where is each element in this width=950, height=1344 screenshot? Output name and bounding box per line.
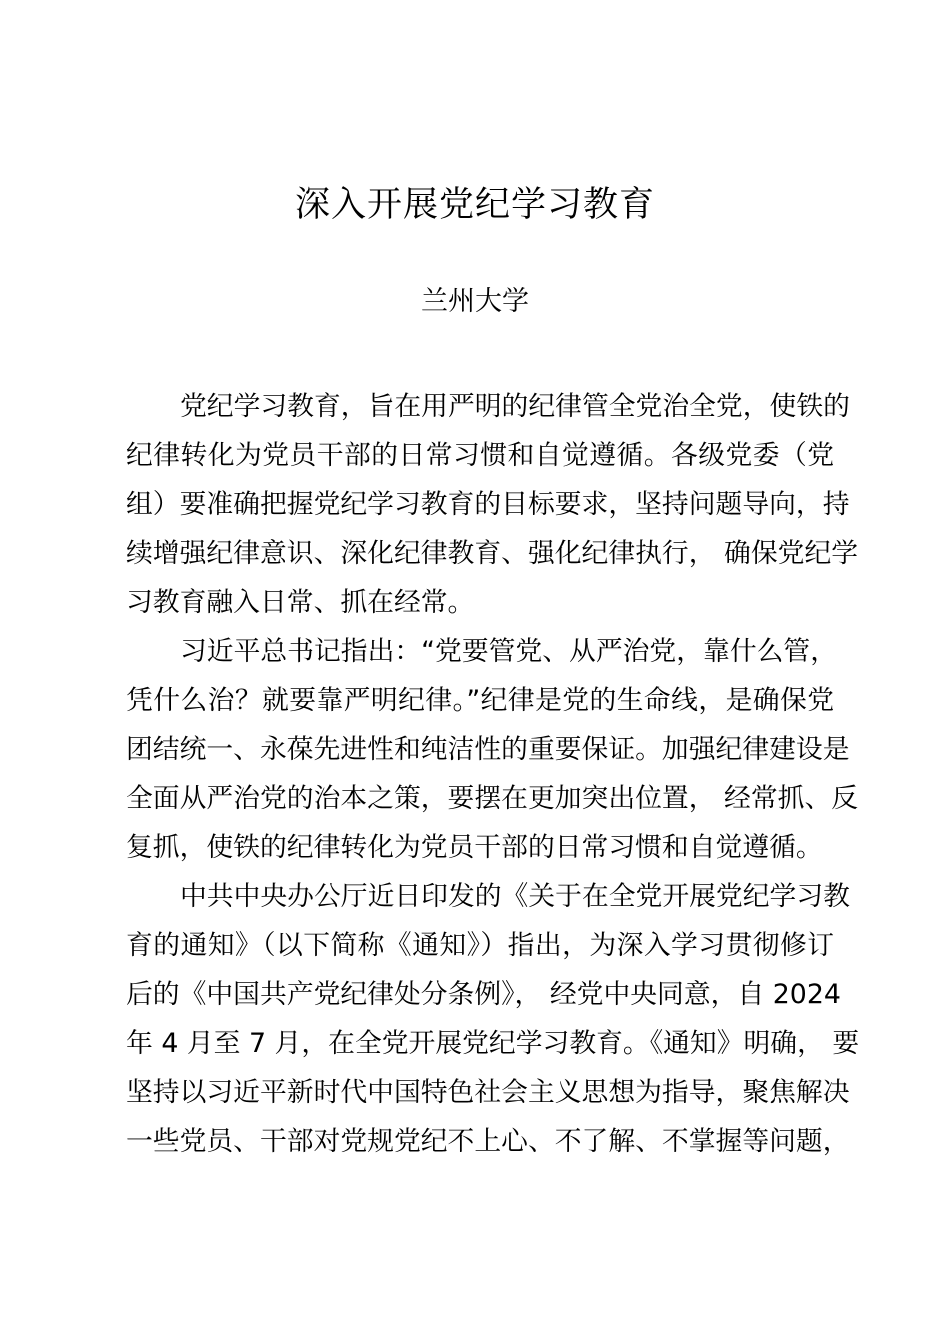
paragraph-line: 坚持以习近平新时代中国特色社会主义思想为指导，聚焦解决 [126, 1077, 850, 1108]
paragraph-line: 育的通知》（以下简称《通知》）指出，为深入学习贯彻修订 [126, 930, 834, 961]
paragraph-line: 续增强纪律意识、深化纪律教育、强化纪律执行， 确保党纪学 [126, 538, 859, 569]
paragraph-line: 全面从严治党的治本之策，要摆在更加突出位置， 经常抓、反 [126, 783, 859, 814]
paragraph-line: 年 4 月至 7 月，在全党开展党纪学习教育。《通知》明确， 要 [126, 1028, 860, 1059]
document-body [126, 382, 860, 1166]
paragraph-line: 纪律转化为党员干部的日常习惯和自觉遵循。各级党委（党 [126, 440, 834, 471]
paragraph-line: 后的《中国共产党纪律处分条例》， 经党中央同意，自 2024 [126, 979, 841, 1010]
paragraph-line: 复抓，使铁的纪律转化为党员干部的日常习惯和自觉遵循。 [126, 832, 823, 863]
paragraph-line: 一些党员、干部对党规党纪不上心、不了解、不掌握等问题， [126, 1126, 850, 1157]
paragraph-line: 凭什么治？就要靠严明纪律。”纪律是党的生命线，是确保党 [126, 685, 834, 716]
paragraph-2 [126, 627, 859, 872]
paragraph-line: 党纪学习教育，旨在用严明的纪律管全党治全党，使铁的 [180, 391, 850, 422]
paragraph-line: 中共中央办公厅近日印发的《关于在全党开展党纪学习教 [180, 881, 850, 912]
paragraph-line: 组）要准确把握党纪学习教育的目标要求，坚持问题导向，持 [126, 489, 850, 520]
paragraph-1 [126, 382, 859, 627]
paragraph-line: 习教育融入日常、抓在经常。 [126, 587, 475, 618]
paragraph-line: 团结统一、永葆先进性和纯洁性的重要保证。加强纪律建设是 [126, 734, 850, 765]
paragraph-line: 习近平总书记指出：“党要管党、从严治党，靠什么管， [180, 636, 838, 667]
paragraph-3 [126, 872, 860, 1166]
document-title: 深入开展党纪学习教育 [294, 185, 655, 225]
document-author: 兰州大学 [421, 286, 529, 317]
